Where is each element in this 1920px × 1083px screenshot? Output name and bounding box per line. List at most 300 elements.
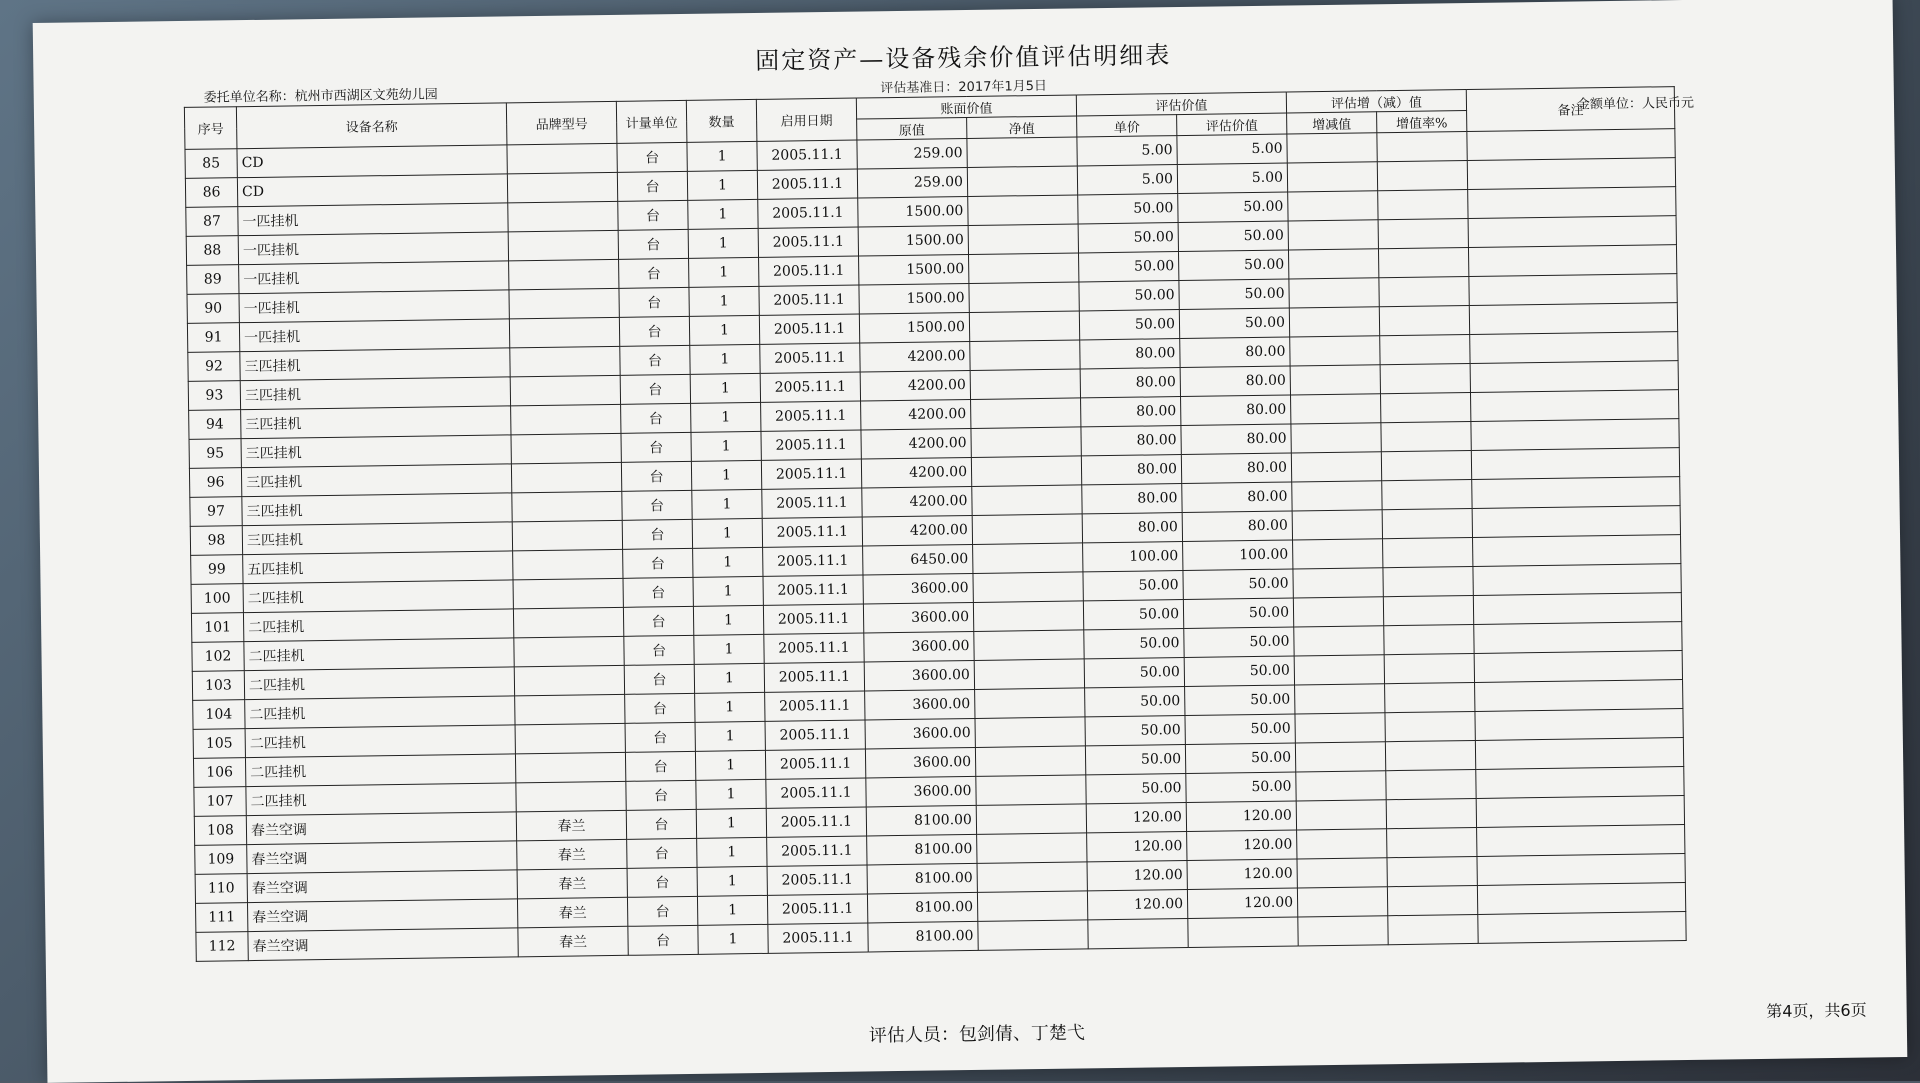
cell-assessed: 80.00 <box>1180 337 1290 368</box>
cell-seq: 97 <box>190 497 242 527</box>
cell-original: 259.00 <box>857 139 967 170</box>
cell-price <box>1088 918 1188 948</box>
cell-change-amount <box>1290 365 1380 395</box>
cell-brand: 春兰 <box>517 839 627 870</box>
cell-name: 二匹挂机 <box>244 667 514 700</box>
cell-price: 120.00 <box>1087 832 1187 862</box>
cell-change-amount <box>1292 481 1382 511</box>
cell-brand <box>509 288 619 319</box>
cell-seq: 109 <box>195 845 247 875</box>
cell-change-rate <box>1383 566 1473 596</box>
header-seq: 序号 <box>184 107 237 150</box>
cell-name: 一匹挂机 <box>239 290 509 323</box>
cell-date: 2005.11.1 <box>758 198 858 228</box>
cell-change-amount <box>1296 800 1386 830</box>
document-page <box>33 0 1908 1083</box>
cell-name: 一匹挂机 <box>238 203 508 236</box>
cell-date: 2005.11.1 <box>764 662 864 692</box>
cell-change-rate <box>1385 711 1475 741</box>
client-name: 委托单位名称：杭州市西湖区文苑幼儿园 <box>203 87 438 106</box>
cell-name: 春兰空调 <box>246 812 516 845</box>
cell-change-rate <box>1386 769 1476 799</box>
cell-date: 2005.11.1 <box>766 778 866 808</box>
cell-seq: 86 <box>185 178 237 208</box>
cell-original: 8100.00 <box>868 921 978 952</box>
cell-price: 5.00 <box>1077 136 1177 166</box>
cell-assessed: 50.00 <box>1179 250 1289 281</box>
cell-brand <box>513 607 623 638</box>
cell-qty: 1 <box>693 576 763 606</box>
cell-unit: 台 <box>619 258 689 288</box>
cell-date: 2005.11.1 <box>767 836 867 866</box>
cell-change-amount <box>1291 394 1381 424</box>
cell-qty: 1 <box>689 315 759 345</box>
cell-name: 一匹挂机 <box>238 232 508 265</box>
cell-date: 2005.11.1 <box>767 865 867 895</box>
cell-qty: 1 <box>693 605 763 635</box>
cell-original: 4200.00 <box>860 370 970 401</box>
cell-remark <box>1473 593 1681 625</box>
cell-change-rate <box>1388 914 1478 944</box>
cell-remark <box>1477 825 1685 857</box>
cell-brand <box>509 259 619 290</box>
cell-change-amount <box>1298 916 1388 946</box>
cell-original: 8100.00 <box>867 863 977 894</box>
cell-seq: 92 <box>188 352 240 382</box>
cell-original: 3600.00 <box>864 660 974 691</box>
cell-seq: 88 <box>186 236 238 266</box>
cell-brand: 春兰 <box>516 810 626 841</box>
cell-remark <box>1475 680 1683 712</box>
cell-assessed: 5.00 <box>1177 163 1287 194</box>
cell-remark <box>1470 332 1678 364</box>
header-assessed-value: 评估价值 <box>1076 92 1286 116</box>
cell-brand <box>508 230 618 261</box>
cell-assessed: 120.00 <box>1187 859 1297 890</box>
cell-brand <box>509 317 619 348</box>
header-assessed: 评估价值 <box>1177 113 1287 136</box>
cell-qty: 1 <box>695 750 765 780</box>
cell-date: 2005.11.1 <box>761 430 861 460</box>
header-unit-price: 单价 <box>1077 115 1177 137</box>
cell-qty: 1 <box>692 518 762 548</box>
cell-change-rate <box>1380 363 1470 393</box>
cell-change-rate <box>1387 885 1477 915</box>
cell-qty: 1 <box>697 895 767 925</box>
cell-assessed: 5.00 <box>1177 134 1287 165</box>
cell-date: 2005.11.1 <box>757 169 857 199</box>
cell-seq: 90 <box>187 294 239 324</box>
cell-original: 3600.00 <box>865 747 975 778</box>
cell-seq: 101 <box>191 613 243 643</box>
cell-change-rate <box>1385 740 1475 770</box>
cell-qty: 1 <box>696 808 766 838</box>
cell-unit: 台 <box>627 896 697 926</box>
cell-name: 二匹挂机 <box>243 580 513 613</box>
cell-remark <box>1478 912 1686 944</box>
cell-price: 120.00 <box>1086 803 1186 833</box>
cell-price: 50.00 <box>1078 223 1178 253</box>
cell-net <box>976 804 1086 835</box>
cell-name: 三匹挂机 <box>242 522 512 555</box>
cell-change-amount <box>1288 220 1378 250</box>
cell-change-rate <box>1384 653 1474 683</box>
cell-change-amount <box>1297 829 1387 859</box>
cell-date: 2005.11.1 <box>763 546 863 576</box>
cell-change-amount <box>1289 278 1379 308</box>
cell-change-amount <box>1293 539 1383 569</box>
cell-unit: 台 <box>618 200 688 230</box>
cell-assessed: 50.00 <box>1185 685 1295 716</box>
cell-net <box>969 253 1079 284</box>
cell-original: 1500.00 <box>859 283 969 314</box>
cell-assessed: 80.00 <box>1181 453 1291 484</box>
cell-seq: 94 <box>189 410 241 440</box>
cell-remark <box>1473 564 1681 596</box>
cell-assessed: 120.00 <box>1187 888 1297 919</box>
cell-seq: 91 <box>187 323 239 353</box>
cell-net <box>973 543 1083 574</box>
cell-qty: 1 <box>687 141 757 171</box>
cell-remark <box>1476 796 1684 828</box>
cell-brand <box>513 549 623 580</box>
cell-assessed: 50.00 <box>1178 221 1288 252</box>
cell-qty: 1 <box>695 692 765 722</box>
cell-change-amount <box>1292 510 1382 540</box>
cell-change-rate <box>1381 392 1471 422</box>
cell-seq: 93 <box>188 381 240 411</box>
cell-name: 二匹挂机 <box>245 696 515 729</box>
cell-original: 4200.00 <box>861 399 971 430</box>
cell-name: 三匹挂机 <box>240 348 510 381</box>
cell-remark <box>1476 767 1684 799</box>
cell-net <box>967 137 1077 168</box>
cell-seq: 96 <box>189 468 241 498</box>
cell-original: 1500.00 <box>859 254 969 285</box>
assessors: 评估人员：包剑倩、丁楚弋 <box>868 1022 1086 1047</box>
cell-remark <box>1469 245 1677 277</box>
cell-date: 2005.11.1 <box>765 720 865 750</box>
cell-change-amount <box>1296 771 1386 801</box>
cell-price: 50.00 <box>1084 629 1184 659</box>
cell-change-rate <box>1383 537 1473 567</box>
cell-change-amount <box>1289 249 1379 279</box>
cell-change-amount <box>1287 133 1377 163</box>
cell-remark <box>1472 477 1680 509</box>
cell-assessed: 50.00 <box>1184 656 1294 687</box>
cell-change-rate <box>1380 335 1470 365</box>
cell-unit: 台 <box>626 780 696 810</box>
cell-price: 50.00 <box>1078 194 1178 224</box>
header-qty: 数量 <box>686 99 757 142</box>
cell-date: 2005.11.1 <box>765 691 865 721</box>
cell-price: 120.00 <box>1087 861 1187 891</box>
cell-original: 1500.00 <box>858 196 968 227</box>
cell-brand <box>507 143 617 174</box>
cell-name: CD <box>237 145 507 178</box>
cell-name: 三匹挂机 <box>241 464 511 497</box>
cell-qty: 1 <box>696 779 766 809</box>
cell-qty: 1 <box>698 924 768 954</box>
cell-qty: 1 <box>694 663 764 693</box>
cell-unit: 台 <box>624 635 694 665</box>
cell-seq: 99 <box>191 555 243 585</box>
cell-assessed: 50.00 <box>1183 598 1293 629</box>
cell-original: 1500.00 <box>858 225 968 256</box>
cell-change-amount <box>1295 684 1385 714</box>
cell-name: 一匹挂机 <box>239 319 509 352</box>
cell-date: 2005.11.1 <box>767 894 867 924</box>
cell-price: 50.00 <box>1079 252 1179 282</box>
cell-assessed: 50.00 <box>1179 279 1289 310</box>
cell-qty: 1 <box>693 547 763 577</box>
cell-original: 8100.00 <box>867 834 977 865</box>
cell-unit: 台 <box>627 838 697 868</box>
cell-assessed: 120.00 <box>1187 830 1297 861</box>
cell-assessed: 50.00 <box>1185 743 1295 774</box>
cell-brand <box>511 404 621 435</box>
cell-seq: 87 <box>186 207 238 237</box>
cell-qty: 1 <box>690 373 760 403</box>
cell-brand <box>508 201 618 232</box>
cell-seq: 89 <box>187 265 239 295</box>
cell-net <box>970 340 1080 371</box>
cell-net <box>971 398 1081 429</box>
cell-remark <box>1473 535 1681 567</box>
page-number: 第4页，共6页 <box>1766 1000 1867 1021</box>
cell-change-amount <box>1297 858 1387 888</box>
cell-seq: 107 <box>194 787 246 817</box>
cell-price: 80.00 <box>1080 368 1180 398</box>
cell-brand <box>511 433 621 464</box>
cell-brand <box>513 578 623 609</box>
cell-price: 50.00 <box>1083 571 1183 601</box>
cell-change-rate <box>1378 219 1468 249</box>
cell-seq: 102 <box>192 642 244 672</box>
cell-assessed: 50.00 <box>1184 627 1294 658</box>
cell-date: 2005.11.1 <box>766 807 866 837</box>
cell-date: 2005.11.1 <box>760 343 860 373</box>
cell-remark <box>1475 738 1683 770</box>
cell-brand <box>507 172 617 203</box>
cell-unit: 台 <box>619 316 689 346</box>
cell-original: 3600.00 <box>864 631 974 662</box>
cell-seq: 98 <box>190 526 242 556</box>
cell-qty: 1 <box>691 402 761 432</box>
cell-net <box>975 746 1085 777</box>
cell-date: 2005.11.1 <box>761 459 861 489</box>
cell-name: 三匹挂机 <box>241 406 511 439</box>
cell-unit: 台 <box>623 577 693 607</box>
cell-remark <box>1471 448 1679 480</box>
cell-net <box>968 224 1078 255</box>
cell-remark <box>1467 129 1675 161</box>
cell-unit: 台 <box>621 432 691 462</box>
cell-unit: 台 <box>621 403 691 433</box>
cell-qty: 1 <box>697 866 767 896</box>
cell-name: 三匹挂机 <box>240 377 510 410</box>
cell-qty: 1 <box>689 257 759 287</box>
cell-seq: 106 <box>193 758 245 788</box>
currency-unit: 金额单位：人民币元 <box>1576 95 1695 113</box>
cell-name: 春兰空调 <box>248 928 518 961</box>
cell-price: 80.00 <box>1081 455 1181 485</box>
cell-change-rate <box>1379 277 1469 307</box>
cell-unit: 台 <box>627 867 697 897</box>
cell-qty: 1 <box>689 286 759 316</box>
cell-name: 三匹挂机 <box>241 435 511 468</box>
cell-unit: 台 <box>622 490 692 520</box>
cell-change-rate <box>1381 421 1471 451</box>
cell-price: 50.00 <box>1086 774 1186 804</box>
cell-unit: 台 <box>619 287 689 317</box>
cell-original: 3600.00 <box>863 602 973 633</box>
cell-date: 2005.11.1 <box>765 749 865 779</box>
cell-brand: 春兰 <box>517 868 627 899</box>
cell-net <box>976 775 1086 806</box>
cell-seq: 104 <box>193 700 245 730</box>
cell-price: 50.00 <box>1084 658 1184 688</box>
cell-qty: 1 <box>695 721 765 751</box>
cell-change-rate <box>1379 248 1469 278</box>
cell-brand <box>510 375 620 406</box>
cell-change-amount <box>1287 162 1377 192</box>
cell-net <box>969 311 1079 342</box>
cell-date: 2005.11.1 <box>763 604 863 634</box>
cell-date: 2005.11.1 <box>762 488 862 518</box>
cell-seq: 105 <box>193 729 245 759</box>
cell-net <box>974 659 1084 690</box>
cell-assessed: 80.00 <box>1180 366 1290 397</box>
cell-qty: 1 <box>697 837 767 867</box>
cell-date: 2005.11.1 <box>768 923 868 953</box>
cell-change-amount <box>1295 742 1385 772</box>
cell-net <box>978 920 1088 951</box>
cell-seq: 85 <box>185 149 237 179</box>
header-net: 净值 <box>967 116 1077 139</box>
cell-net <box>971 456 1081 487</box>
cell-seq: 100 <box>191 584 243 614</box>
cell-brand <box>515 752 625 783</box>
cell-unit: 台 <box>625 722 695 752</box>
cell-date: 2005.11.1 <box>760 372 860 402</box>
cell-unit: 台 <box>621 461 691 491</box>
cell-brand <box>511 462 621 493</box>
cell-qty: 1 <box>688 228 758 258</box>
asset-table <box>184 86 1687 962</box>
cell-change-rate <box>1377 161 1467 191</box>
cell-assessed: 50.00 <box>1178 192 1288 223</box>
cell-original: 4200.00 <box>862 486 972 517</box>
cell-assessed: 80.00 <box>1181 424 1291 455</box>
cell-unit: 台 <box>623 606 693 636</box>
cell-price: 80.00 <box>1081 397 1181 427</box>
cell-remark <box>1474 622 1682 654</box>
cell-assessed: 50.00 <box>1186 772 1296 803</box>
cell-qty: 1 <box>694 634 764 664</box>
cell-date: 2005.11.1 <box>762 517 862 547</box>
cell-date: 2005.11.1 <box>759 314 859 344</box>
cell-change-amount <box>1293 568 1383 598</box>
cell-brand <box>510 346 620 377</box>
cell-unit: 台 <box>625 751 695 781</box>
cell-change-rate <box>1379 306 1469 336</box>
cell-change-rate <box>1387 827 1477 857</box>
cell-change-rate <box>1378 190 1468 220</box>
header-original: 原值 <box>857 118 967 141</box>
cell-seq: 111 <box>195 903 247 933</box>
cell-unit: 台 <box>618 229 688 259</box>
cell-original: 1500.00 <box>859 312 969 343</box>
cell-original: 8100.00 <box>866 805 976 836</box>
cell-qty: 1 <box>690 344 760 374</box>
cell-price: 50.00 <box>1083 600 1183 630</box>
cell-net <box>972 485 1082 516</box>
cell-name: 三匹挂机 <box>242 493 512 526</box>
cell-original: 3600.00 <box>866 776 976 807</box>
cell-change-amount <box>1290 336 1380 366</box>
cell-price: 80.00 <box>1082 484 1182 514</box>
cell-date: 2005.11.1 <box>759 285 859 315</box>
cell-brand: 春兰 <box>518 926 628 957</box>
cell-brand <box>515 723 625 754</box>
cell-remark <box>1469 303 1677 335</box>
cell-unit: 台 <box>622 519 692 549</box>
cell-unit: 台 <box>617 171 687 201</box>
cell-seq: 103 <box>192 671 244 701</box>
cell-brand <box>514 665 624 696</box>
cell-date: 2005.11.1 <box>764 633 864 663</box>
cell-remark <box>1475 709 1683 741</box>
table-body <box>185 129 1686 962</box>
header-start-date: 启用日期 <box>756 98 857 141</box>
cell-net <box>970 369 1080 400</box>
cell-change-rate <box>1384 624 1474 654</box>
cell-brand: 春兰 <box>517 897 627 928</box>
cell-remark <box>1468 187 1676 219</box>
cell-original: 8100.00 <box>867 892 977 923</box>
cell-date: 2005.11.1 <box>757 140 857 170</box>
cell-assessed: 50.00 <box>1183 569 1293 600</box>
cell-brand <box>515 694 625 725</box>
cell-price: 50.00 <box>1085 745 1185 775</box>
cell-unit: 台 <box>620 374 690 404</box>
header-change-rate: 增值率% <box>1377 111 1467 133</box>
cell-change-rate <box>1386 798 1476 828</box>
base-date: 评估基准日：2017年1月5日 <box>880 78 1048 97</box>
cell-price: 100.00 <box>1083 542 1183 572</box>
cell-change-rate <box>1383 595 1473 625</box>
cell-unit: 台 <box>624 664 694 694</box>
cell-qty: 1 <box>692 489 762 519</box>
cell-seq: 108 <box>194 816 246 846</box>
cell-change-rate <box>1382 479 1472 509</box>
cell-change-amount <box>1289 307 1379 337</box>
cell-original: 4200.00 <box>862 515 972 546</box>
cell-assessed: 80.00 <box>1182 482 1292 513</box>
cell-original: 4200.00 <box>860 341 970 372</box>
cell-name: 二匹挂机 <box>245 754 515 787</box>
cell-name: 春兰空调 <box>247 870 517 903</box>
cell-price: 50.00 <box>1079 310 1179 340</box>
cell-original: 6450.00 <box>863 544 973 575</box>
cell-date: 2005.11.1 <box>761 401 861 431</box>
cell-price: 120.00 <box>1087 889 1187 919</box>
cell-assessed: 50.00 <box>1179 308 1289 339</box>
cell-remark <box>1471 390 1679 422</box>
cell-brand <box>512 520 622 551</box>
cell-unit: 台 <box>620 345 690 375</box>
